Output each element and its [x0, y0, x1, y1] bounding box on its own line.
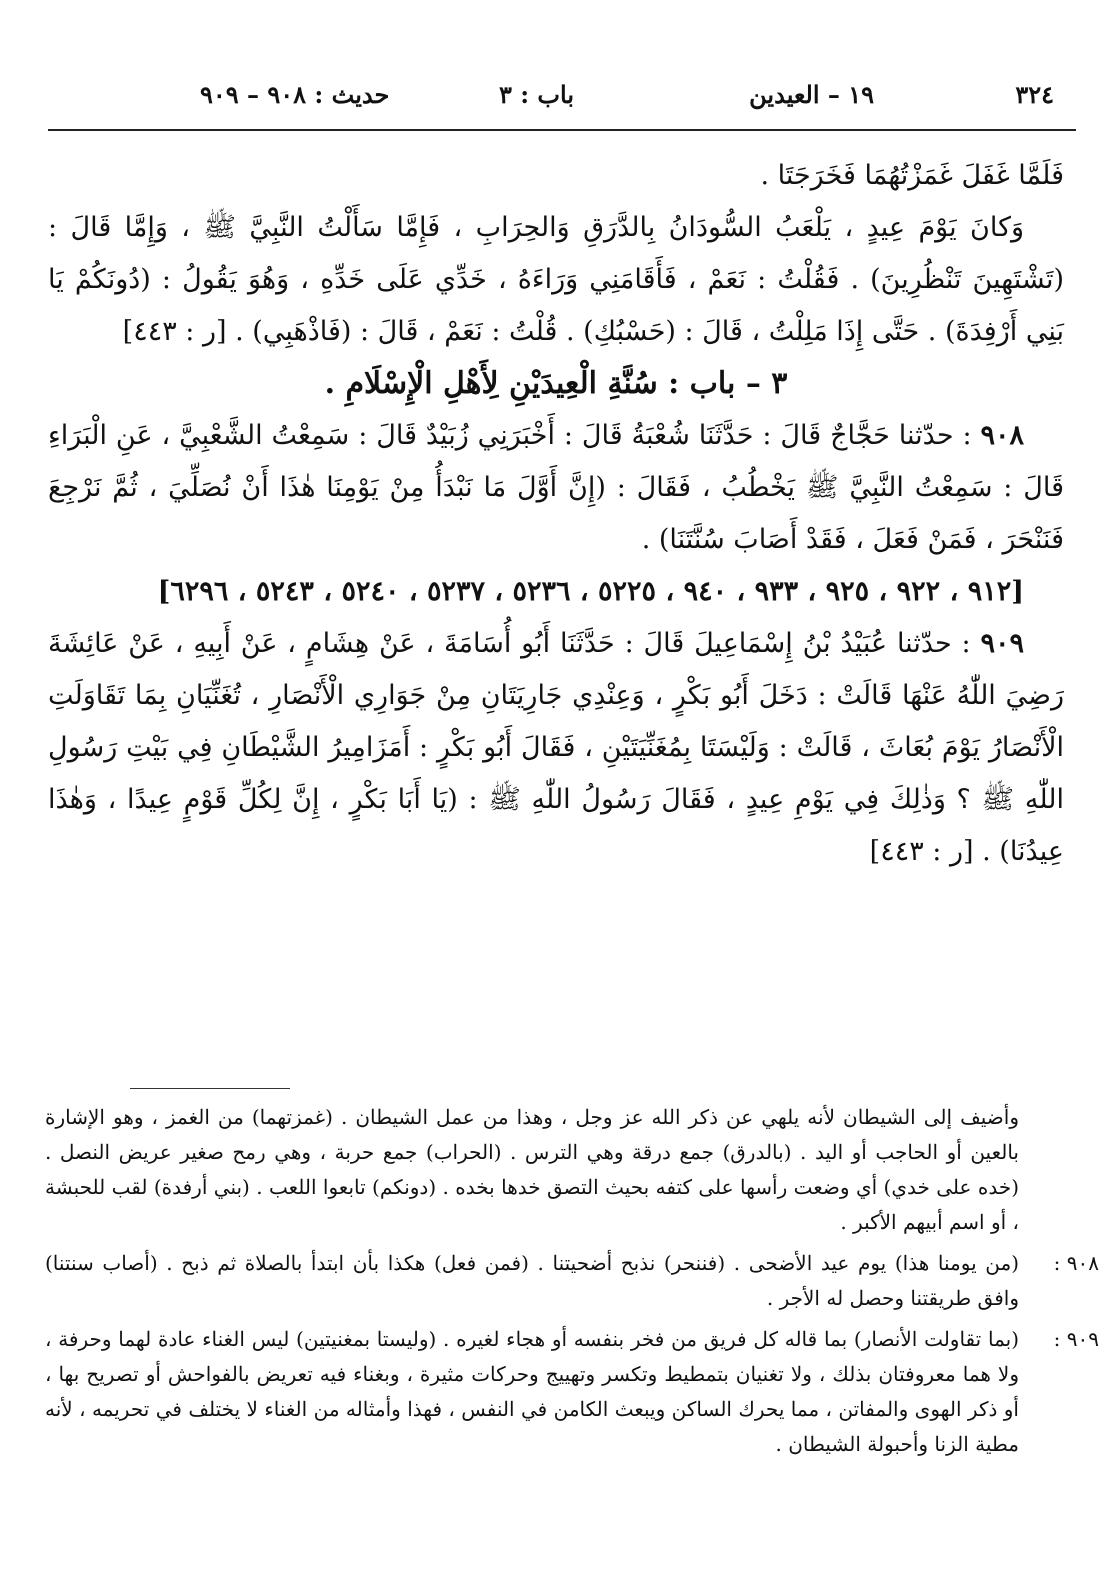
footnote-909-text: (بما تقاولت الأنصار) بما قاله كل فريق من فخر بنفسه أو هجاء لغيره . (وليستا بمغنيتين) ليس الغناء عادة لهما وحرفة ، ولا هما معروفتان بذلك ، ولا تغنيان بتمطيط وتكسر وتهييج وحركات مثيرة ، وبغناء فيه تعريض بالفواحش أو تصريح بها ، أو ذكر الهوى والمفاتن ، مما يحرك الساكن ويبعث الكامن في النفس ، فهذا وأمثاله من الغناء لا يختلف في تحريمه ، لأنه مطية الزنا وأحبولة الشيطان .	[45, 1327, 1019, 1456]
footnote-908	[45, 1246, 1099, 1316]
bab-heading: باب : ٣	[498, 80, 574, 109]
footnotes	[45, 1100, 1099, 1462]
hadith-909	[48, 618, 1064, 878]
hadith-908-number: ٩٠٨	[980, 420, 1024, 451]
hadith-908-references: [٩١٢ ، ٩٢٢ ، ٩٢٥ ، ٩٣٣ ، ٩٤٠ ، ٥٢٢٥ ، ٥٢٣٦ ، ٥٢٣٧ ، ٥٢٤٠ ، ٥٢٤٣ ، ٦٢٩٦]	[157, 576, 1024, 607]
page-number: ٣٢٤	[1015, 80, 1054, 109]
continuation-line: فَلَمَّا غَفَلَ غَمَزْتُهُمَا فَخَرَجَتَا .	[760, 160, 1064, 191]
chapter-heading: ١٩ – العيدين	[749, 80, 874, 109]
hadith-909-text: : حدّثنا عُبَيْدُ بْنُ إِسْمَاعِيلَ قَالَ : حَدَّثَنَا أَبُو أُسَامَةَ ، عَنْ هِشَامٍ ، عَنْ أَبِيهِ ، عَنْ عَائِشَةَ رَضِيَ اللّٰهُ عَنْهَا قَالَتْ : دَخَلَ أَبُو بَكْرٍ ، وَعِنْدِي جَارِيَتَانِ مِنْ جَوَارِي الْأَنْصَارِ ، تُغَنِّيَانِ بِمَا تَقَاوَلَتِ الْأَنْصَارُ يَوْمَ بُعَاثَ ، قَالَتْ : وَلَيْسَتَا بِمُغَنِّيَتَيْنِ ، فَقَالَ أَبُو بَكْرٍ : أَمَزَامِيرُ الشَّيْطَانِ فِي بَيْتِ رَسُولِ اللّٰهِ ﷺ ؟ وَذٰلِكَ فِي يَوْمِ عِيدٍ ، فَقَالَ رَسُولُ اللّٰهِ ﷺ : (يَا أَبَا بَكْرٍ ، إِنَّ لِكُلِّ قَوْمٍ عِيدًا ، وَهٰذَا عِيدُنَا) . [ر : ٤٤٣]	[48, 628, 1064, 867]
header-rule	[48, 129, 1076, 131]
footnote-909-label: ٩٠٩ :	[1053, 1327, 1099, 1351]
hadith-908	[48, 410, 1064, 566]
hadith-908-text: : حدّثنا حَجَّاجٌ قَالَ : حَدَّثَنَا شُعْبَةُ قَالَ : أَخْبَرَنِي زُبَيْدٌ قَالَ : سَمِعْتُ الشَّعْبِيَّ ، عَنِ الْبَرَاءِ قَالَ : سَمِعْتُ النَّبِيَّ ﷺ يَخْطُبُ ، فَقَالَ : (إِنَّ أَوَّلَ مَا نَبْدَأُ مِنْ يَوْمِنَا هٰذَا أَنْ نُصَلِّيَ ، ثُمَّ نَرْجِعَ فَنَنْحَرَ ، فَمَنْ فَعَلَ ، فَقَدْ أَصَابَ سُنَّتَنَا) .	[48, 420, 1064, 555]
chapter-title: ٣ – باب : سُنَّةِ الْعِيدَيْنِ لِأَهْلِ الْإِسْلَامِ .	[324, 366, 788, 401]
footnote-908-text: (من يومنا هذا) يوم عيد الأضحى . (فننحر) نذبح أضحيتنا . (فمن فعل) هكذا بأن ابتدأ بالصلاة ثم ذبح . (أصاب سنتنا) وافق طريقتنا وحصل له الأجر .	[45, 1251, 1019, 1310]
footnote-909	[45, 1322, 1099, 1462]
footnote-rule	[130, 1088, 290, 1089]
main-text	[48, 150, 1064, 878]
page-header	[40, 72, 1074, 112]
footnote-main: وأضيف إلى الشيطان لأنه يلهي عن ذكر الله عز وجل ، وهذا من عمل الشيطان . (غمزتهما) من الغمز ، وهو الإشارة بالعين أو الحاجب أو اليد . (بالدرق) جمع درقة وهي الترس . (الحراب) جمع حربة ، وهي رمح صغير عريض النصل . (خده على خدي) أي وضعت رأسها على كتفه بحيث التصق خدها بخده . (دونكم) تابعوا اللعب . (بني أرفدة) لقب للحبشة ، أو اسم أبيهم الأكبر .	[45, 1105, 1019, 1234]
hadith-range: حديث : ٩٠٨ – ٩٠٩	[200, 80, 390, 109]
footnote-908-label: ٩٠٨ :	[1053, 1251, 1099, 1275]
hadith-909-number: ٩٠٩	[980, 628, 1024, 659]
paragraph-eid: وَكانَ يَوْمَ عِيدٍ ، يَلْعَبُ السُّودَانُ بِالدَّرَقِ وَالحِرَابِ ، فَإِمَّا سَأَلْتُ النَّبِيَّ ﷺ ، وَإِمَّا قَالَ : (تَشْتَهِينَ تَنْظُرِينَ) . فَقُلْتُ : نَعَمْ ، فَأَقَامَنِي وَرَاءَهُ ، خَدِّي عَلَى خَدِّهِ ، وَهُوَ يَقُولُ : (دُونَكُمْ يَا بَنِي أَرْفِدَةَ) . حَتَّى إِذَا مَلِلْتُ ، قَالَ : (حَسْبُكِ) . قُلْتُ : نَعَمْ ، قَالَ : (فَاذْهَبِي) . [ر : ٤٤٣]	[48, 212, 1064, 347]
